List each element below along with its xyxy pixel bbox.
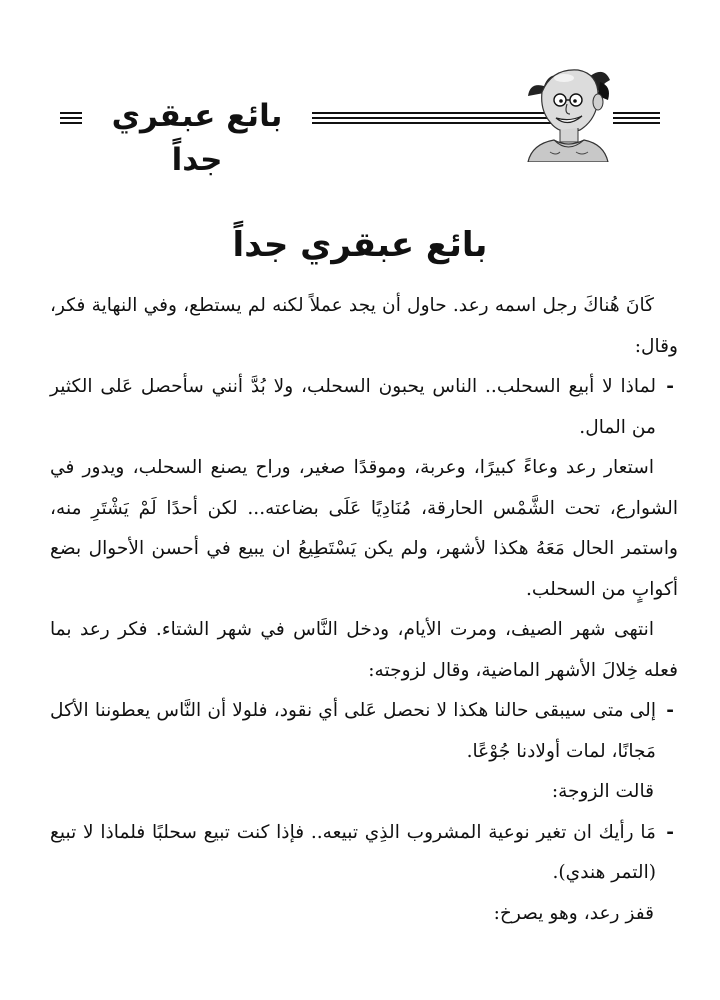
paragraph-2: استعار رعد وعاءً كبيرًا، وعربة، وموقدًا صغير، وراح يصنع السحلب، ويدور في الشوارع، تحت الشَّمْس الحارقة، مُنَادِيًا عَلَى بضاعته... لكن أحدًا لَمْ يَشْتَرِ منه، واستمر الحال مَعَهُ هكذا لأشهر، ولم يكن يَسْتَطِيعُ ان يبيع في أحسن الأحوال بضع أكوابٍ من السحلب.: [50, 457, 678, 600]
dialog-text: إلى متى سيبقى حالنا هكذا لا نحصل عَلى أي نقود، فلولا أن النَّاس يعطوننا الأكل مَجانًا، لمات أولادنا جُوْعًا.: [50, 700, 656, 762]
page-header: [50, 52, 670, 178]
paragraph-4: قالت الزوجة:: [551, 781, 654, 802]
dialog-dash: -: [666, 700, 674, 721]
article-body: [50, 286, 678, 934]
dialog-line-3: [50, 813, 678, 894]
running-title: بائع عبقري جداً: [111, 98, 283, 178]
paragraph-5: قفز رعد، وهو يصرخ:: [493, 902, 654, 924]
paragraph-3: انتهى شهر الصيف، ومرت الأيام، ودخل النَّاس في شهر الشتاء. فكر رعد بما فعله خِلالَ الأشهر الماضية، وقال لزوجته:: [50, 619, 678, 681]
dialog-text: لماذا لا أبيع السحلب.. الناس يحبون السحلب، ولا بُدَّ أنني سأحصل عَلى الكثير من المال.: [50, 376, 656, 438]
dialog-line-1: [50, 367, 678, 448]
article-title: بائع عبقري جداً: [232, 225, 488, 265]
dialog-dash: -: [666, 376, 674, 397]
header-rule-left: [60, 112, 82, 126]
dialog-line-2: [50, 691, 678, 772]
dialog-text: مَا رأيك ان تغير نوعية المشروب الذِي تبيعه.. فإذا كنت تبيع سحلبًا فلماذا لا تبيع (التمر هندي).: [50, 821, 656, 883]
cartoon-man-illustration: [520, 56, 614, 162]
header-rule-right: [613, 112, 660, 126]
paragraph-1: كَانَ هُناكَ رجل اسمه رعد. حاول أن يجد عملاً لكنه لم يستطع، وفي النهاية فكر، وقال:: [50, 295, 678, 357]
dialog-dash: -: [666, 821, 674, 843]
